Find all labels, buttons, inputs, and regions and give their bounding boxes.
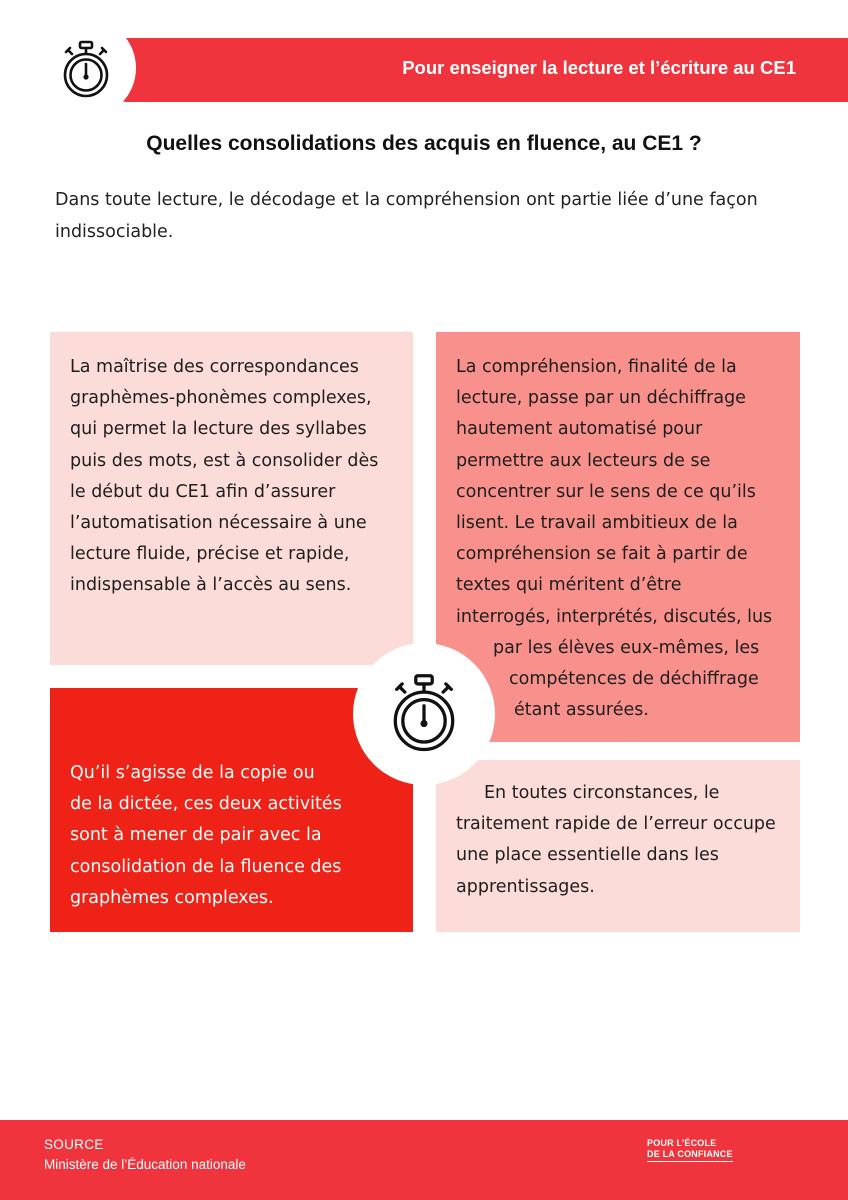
header-title: Pour enseigner la lecture et l’écriture au CE1	[402, 57, 796, 78]
card-graphemes	[50, 332, 413, 665]
card-line: apprentissages.	[456, 876, 595, 897]
header-icon-badge	[36, 18, 136, 118]
card-line: indispensable à l’accès au sens.	[70, 575, 352, 596]
footer-source-text: Ministère de l’Éducation nationale	[44, 1157, 246, 1172]
card-line: une place essentielle dans les	[456, 845, 719, 866]
footer-source-label: SOURCE	[44, 1137, 104, 1152]
card-line: l’automatisation nécessaire à une	[70, 513, 367, 534]
card-line: sont à mener de pair avec la	[70, 825, 322, 846]
card-line: lecture fluide, précise et rapide,	[70, 544, 350, 565]
card-line: qui permet la lecture des syllabes	[70, 419, 367, 440]
intro-line: Dans toute lecture, le décodage et la compréhension ont partie liée d’une façon	[55, 190, 758, 210]
page-title: Quelles consolidations des acquis en fluence, au CE1 ?	[146, 132, 702, 155]
card-line: puis des mots, est à consolider dès	[70, 450, 379, 471]
card-line: graphèmes-phonèmes complexes,	[70, 388, 372, 409]
header-banner	[96, 38, 848, 102]
ecole-confiance-logo	[647, 1138, 733, 1162]
card-line: par les élèves eux-mêmes, les	[493, 637, 760, 658]
card-line: traitement rapide de l’erreur occupe	[456, 814, 776, 835]
card-line: La maîtrise des correspondances	[70, 357, 359, 377]
card-line: interrogés, interprétés, discutés, lus	[456, 606, 773, 627]
stopwatch-icon	[62, 40, 110, 100]
card-line: de la dictée, ces deux activités	[70, 794, 342, 815]
card-line: consolidation de la fluence des	[70, 856, 342, 877]
card-comprehension	[436, 332, 800, 742]
card-line: concentrer sur le sens de ce qu’ils	[456, 481, 756, 502]
card-line: compétences de déchiffrage	[509, 669, 759, 690]
center-icon-badge	[353, 643, 495, 785]
card-line: Qu’il s’agisse de la copie ou	[70, 763, 315, 783]
card-line: En toutes circonstances, le	[484, 783, 720, 803]
card-line: La compréhension, finalité de la	[456, 357, 737, 377]
intro-paragraph	[55, 184, 795, 248]
card-line: lecture, passe par un déchiffrage	[456, 388, 746, 409]
footer	[0, 1120, 848, 1200]
stopwatch-icon	[390, 673, 458, 755]
card-line: lisent. Le travail ambitieux de la	[456, 513, 738, 534]
card-line: étant assurées.	[514, 700, 649, 721]
card-line: textes qui méritent d’être	[456, 575, 682, 596]
logo-line: POUR L’ÉCOLE	[647, 1138, 717, 1148]
card-erreur	[436, 760, 800, 932]
intro-line: indissociable.	[55, 222, 174, 242]
card-line: compréhension se fait à partir de	[456, 544, 748, 565]
card-line: graphèmes complexes.	[70, 887, 274, 908]
card-line: hautement automatisé pour	[456, 419, 703, 440]
card-line: permettre aux lecteurs de se	[456, 450, 711, 471]
logo-line: DE LA CONFIANCE	[647, 1149, 733, 1162]
card-line: le début du CE1 afin d’assurer	[70, 481, 336, 502]
